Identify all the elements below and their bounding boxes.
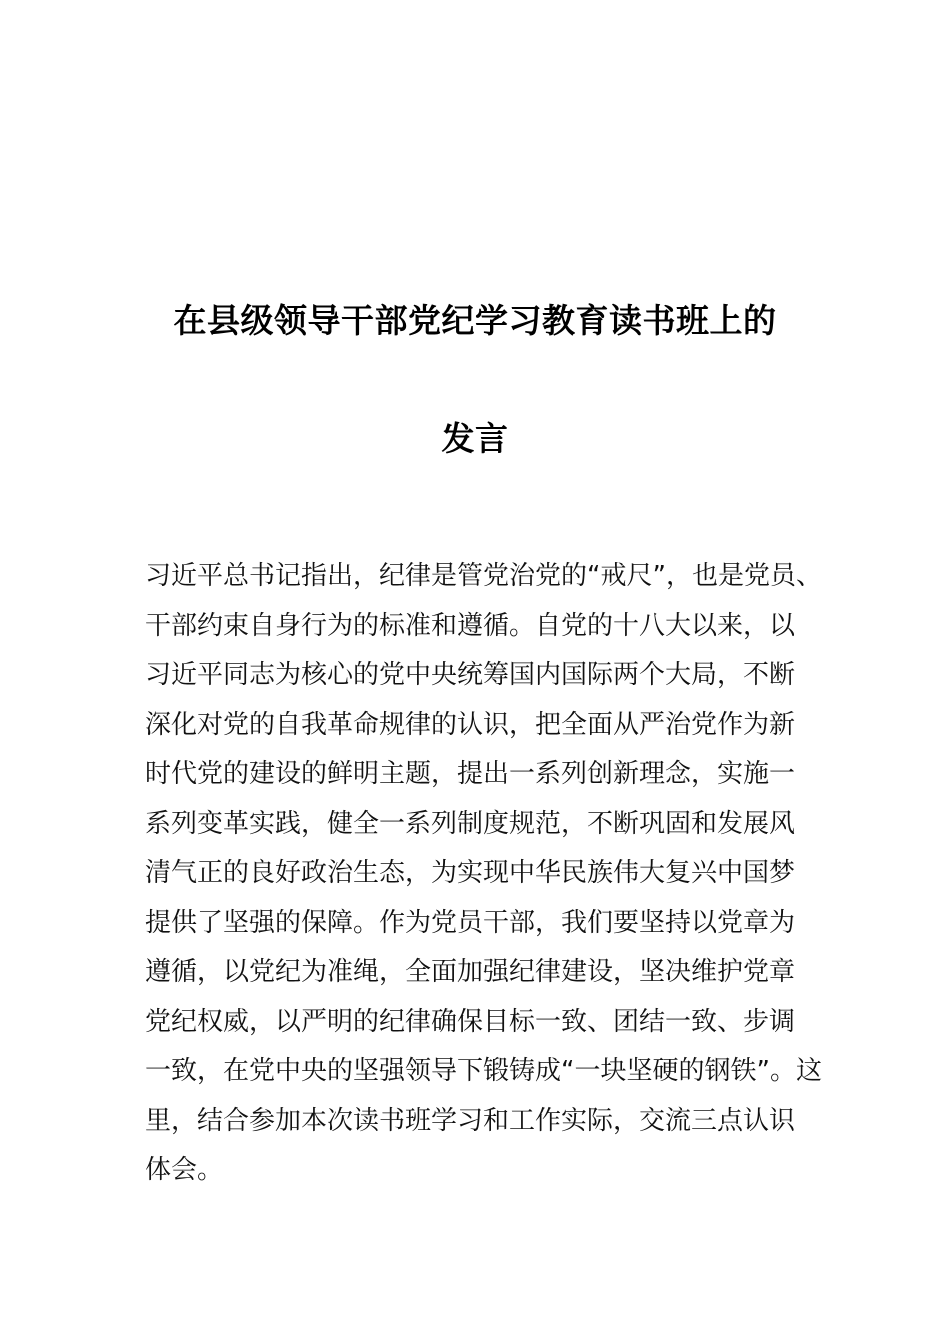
paragraph-line: 系列变革实践，健全一系列制度规范，不断巩固和发展风 — [145, 808, 796, 839]
paragraph-line: 清气正的良好政治生态，为实现中华民族伟大复兴中国梦 — [145, 858, 796, 888]
paragraph-line: 深化对党的自我革命规律的认识，把全面从严治党作为新 — [145, 709, 796, 740]
paragraph-line: 体会。 — [145, 1155, 224, 1185]
paragraph-line: 遵循，以党纪为准绳，全面加强纪律建设，坚决维护党章 — [145, 957, 796, 987]
document-title-line-1: 在县级领导干部党纪学习教育读书班上的 — [173, 301, 777, 340]
paragraph-line: 党纪权威，以严明的纪律确保目标一致、团结一致、步调 — [145, 1006, 796, 1037]
paragraph-line: 时代党的建设的鲜明主题，提出一系列创新理念，实施一 — [145, 759, 796, 789]
paragraph-line: 习近平同志为核心的党中央统筹国内国际两个大局，不断 — [145, 660, 796, 690]
document-body-paragraph — [145, 552, 822, 1196]
paragraph-line: 一致，在党中央的坚强领导下锻铸成“一块坚硬的钢铁”。这 — [145, 1056, 822, 1086]
paragraph-line: 提供了坚强的保障。作为党员干部，我们要坚持以党章为 — [145, 907, 796, 938]
paragraph-line: 里，结合参加本次读书班学习和工作实际，交流三点认识 — [145, 1105, 796, 1136]
paragraph-line: 习近平总书记指出，纪律是管党治党的“戒尺”，也是党员、 — [145, 561, 822, 591]
document-title-line-2: 发言 — [441, 419, 509, 458]
paragraph-line: 干部约束自身行为的标准和遵循。自党的十八大以来，以 — [145, 610, 796, 641]
